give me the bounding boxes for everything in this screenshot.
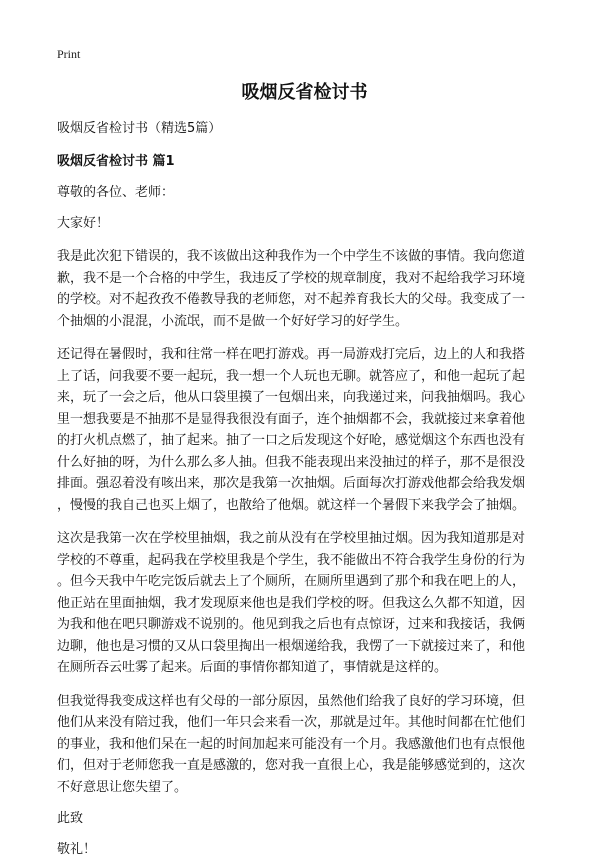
paragraph-line: 不好意思让您失望了。 (57, 779, 188, 795)
paragraph-line: 还记得在暑假时，我和往常一样在吧打游戏。再一局游戏打完后，边上的人和我搭 (57, 347, 526, 362)
paragraph-line: 他正站在里面抽烟，我才发现原来他也是我们学校的呀。但我这么久都不知道，因 (57, 595, 526, 611)
paragraph-line: 个抽烟的小混混，小流氓，而不是做一个好好学习的好学生。 (57, 313, 409, 329)
section-heading: 吸烟反省检讨书 篇1 (57, 154, 175, 169)
paragraph-line: 。但今天我中午吃完饭后就去上了个厕所，在厕所里遇到了那个和我在吧上的人， (57, 574, 526, 589)
paragraph-line: 但我觉得我变成这样也有父母的一部分原因，虽然他们给我了良好的学习环境，但 (57, 693, 526, 709)
paragraph-line: 们，但对于老师您我一直是感激的，您对我一直很上心，我是能够感觉到的，这次 (57, 758, 526, 773)
paragraph-line: 什么好抽的呀，为什么那么多人抽。但我不能表现出来没抽过的样子，那不是很没 (57, 454, 526, 470)
paragraph-line: 学校的不尊重，起码我在学校里我是个学生，我不能做出不符合我学生身份的行为 (57, 552, 526, 568)
salutation: 尊敬的各位、老师： (57, 185, 175, 200)
paragraph-line: 歉，我不是一个合格的中学生，我违反了学校的规章制度，我对不起给我学习环境 (57, 270, 526, 286)
salute: 敬礼！ (57, 842, 97, 857)
closing: 此致 (57, 811, 84, 826)
document-subtitle: 吸烟反省检讨书（精选5篇） (57, 121, 222, 136)
paragraph-line: 边聊，他也是习惯的又从口袋里掏出一根烟递给我，我愣了一下就接过来了，和他 (57, 638, 526, 654)
paragraph-4 (57, 691, 552, 799)
paragraph-line: 的打火机点燃了，抽了起来。抽了一口之后发现这个好呛，感觉烟这个东西也没有 (57, 433, 526, 448)
paragraph-line: ，慢慢的我自己也买上烟了，也散给了他烟。就这样一个暑假下来我学会了抽烟。 (57, 497, 526, 513)
greeting: 大家好！ (57, 216, 110, 231)
paragraph-line: 来，玩了一会之后，他从口袋里摸了一包烟出来，向我递过来，问我抽烟吗。我心 (57, 390, 526, 405)
paragraph-line: 排面。强忍着没有咳出来，那次是我第一次抽烟。后面每次打游戏他都会给我发烟 (57, 476, 526, 491)
paragraph-line: 上了话，问我要不要一起玩，我一想一个人玩也无聊。就答应了，和他一起玩了起 (57, 368, 526, 384)
paragraph-line: 我是此次犯下错误的，我不该做出这种我作为一个中学生不该做的事情。我向您道 (57, 249, 526, 264)
print-link[interactable]: Print (57, 47, 81, 61)
paragraph-2 (57, 344, 552, 516)
paragraph-line: 在厕所吞云吐雾了起来。后面的事情你都知道了，事情就是这样的。 (57, 660, 448, 675)
document-title: 吸烟反省检讨书 (241, 82, 368, 103)
paragraph-line: 为我和他在吧只聊游戏不说别的。他见到我之后也有点惊讶，过来和我接话，我俩 (57, 617, 526, 632)
paragraph-1 (57, 246, 552, 332)
paragraph-line: 的事业，我和他们呆在一起的时间加起来可能没有一个月。我感激他们也有点恨他 (57, 736, 526, 752)
paragraph-line: 的学校。对不起孜孜不倦教导我的老师您，对不起养育我长大的父母。我变成了一 (57, 292, 526, 307)
paragraph-line: 里一想我要是不抽那不是显得我很没有面子，连个抽烟都不会，我就接过来拿着他 (57, 411, 526, 427)
paragraph-line: 他们从来没有陪过我，他们一年只会来看一次，那就是过年。其他时间都在忙他们 (57, 715, 526, 730)
paragraph-line: 这次是我第一次在学校里抽烟，我之前从没有在学校里抽过烟。因为我知道那是对 (57, 531, 526, 546)
paragraph-3 (57, 528, 552, 679)
